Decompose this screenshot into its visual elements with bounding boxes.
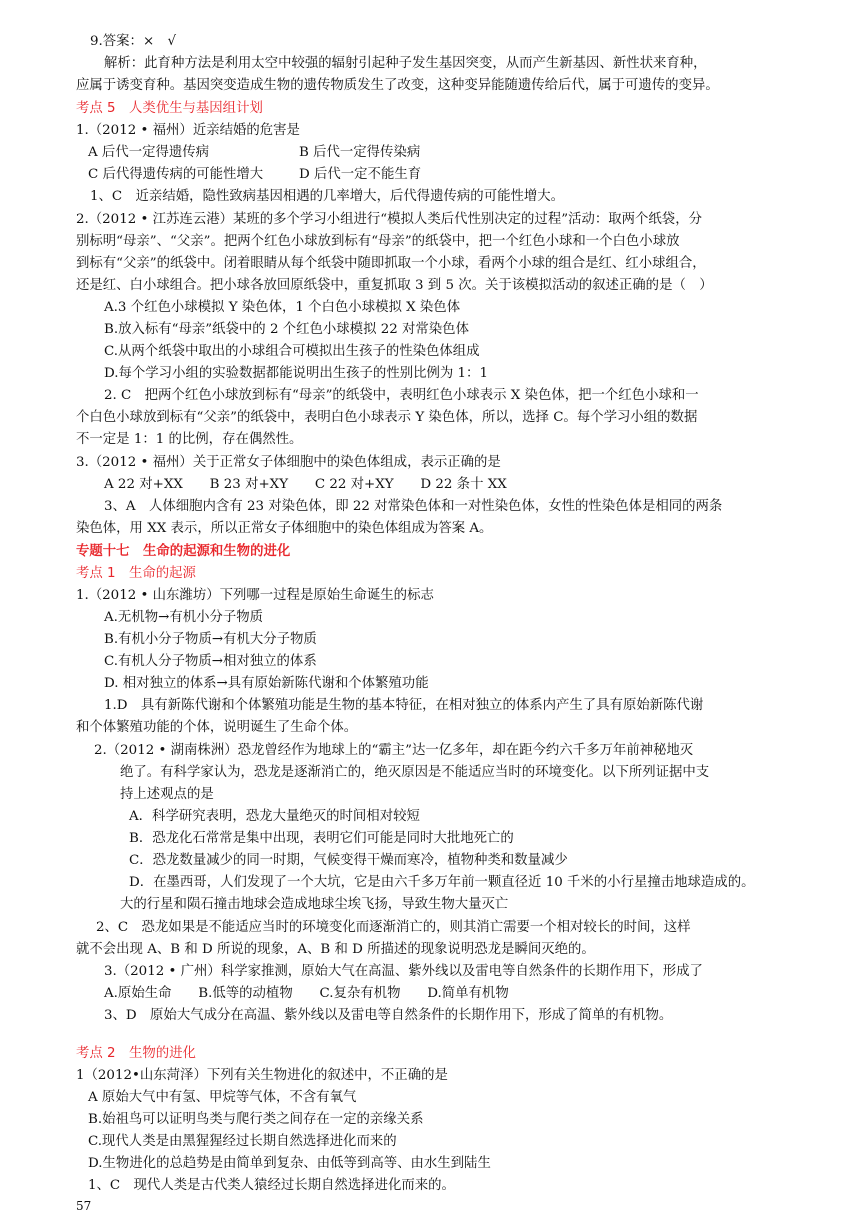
answer-line: 就不会出现 A、B 和 D 所说的现象，A、B 和 D 所描述的现象说明恐龙是瞬间灭绝的。 bbox=[76, 942, 595, 957]
answer-line: 3、D 原始大气成分在高温、紫外线以及雷电等自然条件的长期作用下，形成了简单的有机物。 bbox=[104, 1008, 673, 1023]
option-c: C.从两个纸袋中取出的小球组合可模拟出生孩子的性染色体组成 bbox=[104, 344, 480, 359]
option-b: B.放入标有“母亲”纸袋中的 2 个红色小球模拟 22 对常染色体 bbox=[104, 322, 469, 337]
option-d: D 后代一定不能生育 bbox=[299, 167, 422, 182]
question-stem: 1.（2012 • 山东潍坊）下列哪一过程是原始生命诞生的标志 bbox=[76, 588, 434, 603]
answer-line: 1、C 近亲结婚，隐性致病基因相遇的几率增大，后代得遗传病的可能性增大。 bbox=[90, 189, 565, 204]
explanation-line: 应属于诱变育种。基因突变造成生物的遗传物质发生了改变，这种变异能随遗传给后代，属于可遗传的变异。 bbox=[76, 78, 719, 93]
chapter-heading: 专题十七 生命的起源和生物的进化 bbox=[76, 544, 291, 559]
answer-line: 3、A 人体细胞内含有 23 对染色体，即 22 对常染色体和一对性染色体，女性的性染色体是相同的两条 bbox=[104, 499, 723, 514]
answer-line: 和个体繁殖功能的个体，说明诞生了生命个体。 bbox=[76, 720, 358, 735]
option-d: D. 相对独立的体系→具有原始新陈代谢和个体繁殖功能 bbox=[104, 676, 429, 691]
option-d: D.每个学习小组的实验数据都能说明出生孩子的性别比例为 1：1 bbox=[104, 366, 488, 381]
question-stem: 到标有“父亲”的纸袋中。闭着眼睛从每个纸袋中随即抓取一个小球，看两个小球的组合是红、红小球组合， bbox=[76, 256, 706, 271]
question-stem: 别标明“母亲”、“父亲”。把两个红色小球放到标有“母亲”的纸袋中，把一个红色小球和一个白色小球放 bbox=[76, 234, 680, 249]
section-heading: 考点 5 人类优生与基因组计划 bbox=[76, 101, 263, 116]
answer-9: 9.答案：× √ bbox=[90, 34, 177, 49]
question-stem: 2.（2012 • 湖南株洲）恐龙曾经作为地球上的“霸主”达一亿多年，却在距今约六千多万年前神秘地灭 bbox=[94, 743, 694, 758]
option-c: C．恐龙数量减少的同一时期，气候变得干燥而寒冷，植物种类和数量减少 bbox=[129, 853, 568, 868]
question-stem: 1.（2012 • 福州）近亲结婚的危害是 bbox=[76, 123, 300, 138]
option-b: B 后代一定得传染病 bbox=[299, 145, 421, 160]
page-number: 57 bbox=[76, 1199, 92, 1213]
section-heading: 考点 1 生命的起源 bbox=[76, 566, 196, 581]
option-c: C.现代人类是由黑猩猩经过长期自然选择进化而来的 bbox=[88, 1134, 397, 1149]
option-a: A．科学研究表明，恐龙大量绝灭的时间相对较短 bbox=[129, 809, 420, 824]
options-row: A 22 对+XX B 23 对+XY C 22 对+XY D 22 条十 XX bbox=[104, 477, 507, 492]
option-c: C.有机人分子物质→相对独立的体系 bbox=[104, 654, 317, 669]
answer-line: 2、C 恐龙如果是不能适应当时的环境变化而逐渐消亡的，则其消亡需要一个相对较长的时间，这样 bbox=[96, 920, 691, 935]
question-stem: 持上述观点的是 bbox=[120, 787, 214, 802]
option-a: A 原始大气中有氢、甲烷等气体，不含有氧气 bbox=[88, 1090, 357, 1105]
option-a: A.无机物→有机小分子物质 bbox=[104, 610, 264, 625]
option-b: B．恐龙化石常常是集中出现，表明它们可能是同时大批地死亡的 bbox=[129, 831, 514, 846]
answer-line: 不一定是 1：1 的比例，存在偶然性。 bbox=[76, 432, 303, 447]
question-stem: 2.（2012 • 江苏连云港）某班的多个学习小组进行“模拟人类后代性别决定的过程”活动：取两个纸袋，分 bbox=[76, 212, 702, 227]
question-stem: 3.（2012 • 福州）关于正常女子体细胞中的染色体组成，表示正确的是 bbox=[76, 455, 501, 470]
option-d-cont: 大的行星和陨石撞击地球会造成地球尘埃飞扬，导致生物大量灭亡 bbox=[120, 897, 509, 912]
question-stem: 还是红、白小球组合。把小球各放回原纸袋中，重复抓取 3 到 5 次。关于该模拟活动的叙述正确的是（ ） bbox=[76, 278, 713, 293]
option-d: D．在墨西哥，人们发现了一个大坑，它是由六千多万年前一颗直径近 10 千米的小行星撞击地球造成的。 bbox=[129, 875, 755, 890]
question-stem: 1（2012•山东菏泽）下列有关生物进化的叙述中，不正确的是 bbox=[76, 1068, 448, 1083]
options-row: A.原始生命 B.低等的动植物 C.复杂有机物 D.简单有机物 bbox=[104, 986, 509, 1001]
option-d: D.生物进化的总趋势是由简单到复杂、由低等到高等、由水生到陆生 bbox=[88, 1156, 491, 1171]
option-a: A.3 个红色小球模拟 Y 染色体，1 个白色小球模拟 X 染色体 bbox=[104, 300, 461, 315]
answer-line: 1.D 具有新陈代谢和个体繁殖功能是生物的基本特征，在相对独立的体系内产生了具有原始新陈代谢 bbox=[104, 698, 704, 713]
answer-line: 2. C 把两个红色小球放到标有“母亲”的纸袋中，表明红色小球表示 X 染色体，把一个红色小球和一 bbox=[104, 388, 699, 403]
option-a: A 后代一定得遗传病 bbox=[88, 145, 210, 160]
answer-line: 染色体，用 XX 表示，所以正常女子体细胞中的染色体组成为答案 A。 bbox=[76, 521, 493, 536]
explanation-line: 解析：此育种方法是利用太空中较强的辐射引起种子发生基因突变，从而产生新基因、新性状来育种， bbox=[104, 56, 707, 71]
option-b: B.始祖鸟可以证明鸟类与爬行类之间存在一定的亲缘关系 bbox=[88, 1112, 424, 1127]
option-c: C 后代得遗传病的可能性增大 bbox=[88, 167, 264, 182]
option-b: B.有机小分子物质→有机大分子物质 bbox=[104, 632, 317, 647]
question-stem: 绝了。有科学家认为，恐龙是逐渐消亡的，绝灭原因是不能适应当时的环境变化。以下所列证据中支 bbox=[120, 765, 710, 780]
answer-line: 1、C 现代人类是古代类人猿经过长期自然选择进化而来的。 bbox=[88, 1178, 455, 1193]
question-stem: 3.（2012 • 广州）科学家推测，原始大气在高温、紫外线以及雷电等自然条件的长期作用下，形成了 bbox=[104, 964, 703, 979]
section-heading: 考点 2 生物的进化 bbox=[76, 1046, 196, 1061]
answer-line: 个白色小球放到标有“父亲”的纸袋中，表明白色小球表示 Y 染色体，所以，选择 C。每个学习小组的数据 bbox=[76, 410, 698, 425]
